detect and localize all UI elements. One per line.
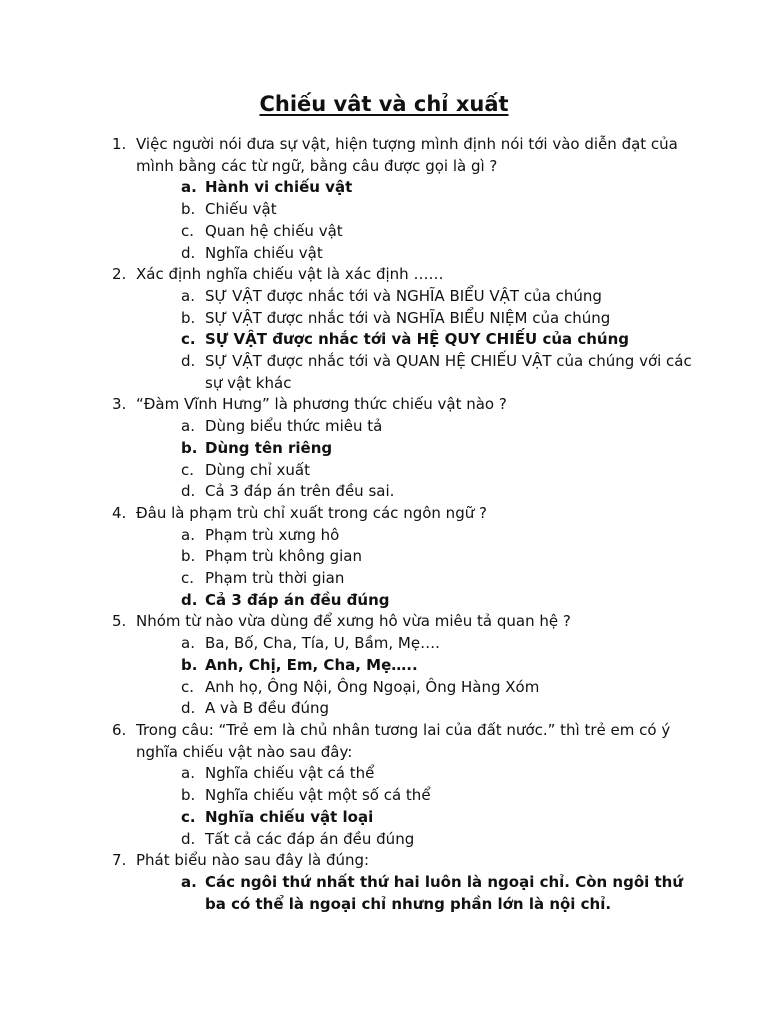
option-letter: b.: [181, 547, 196, 566]
answer-option: [181, 677, 692, 699]
option-letter: c.: [181, 460, 195, 479]
question-number: 2.: [112, 265, 127, 284]
answer-option: [181, 243, 692, 265]
option-letter: a.: [181, 872, 197, 891]
option-letter: b.: [181, 200, 196, 219]
answer-options: [136, 286, 692, 395]
option-text: Tất cả các đáp án đều đúng: [205, 829, 415, 848]
option-letter: c.: [181, 677, 195, 696]
answer-option: [181, 308, 692, 330]
option-text: Nghĩa chiếu vật một số cá thể: [205, 786, 431, 805]
option-text: Chiếu vật: [205, 200, 277, 219]
answer-options: [136, 633, 692, 720]
option-letter: b.: [181, 655, 198, 674]
question-text: “Đàm Vĩnh Hưng” là phương thức chiếu vật nào ?: [136, 395, 507, 414]
question-number: 1.: [112, 135, 127, 153]
option-text: Phạm trù thời gian: [205, 569, 345, 588]
option-text: SỰ VẬT được nhắc tới và QUAN HỆ CHIẾU VẬT của chúng với các sự vật khác: [205, 352, 692, 392]
option-text: SỰ VẬT được nhắc tới và HỆ QUY CHIẾU của chúng: [205, 330, 630, 349]
correct-answer-option: [181, 177, 692, 199]
option-letter: a.: [181, 634, 195, 653]
answer-option: [181, 286, 692, 308]
answer-option: [181, 763, 692, 785]
question-number: 3.: [112, 395, 127, 414]
question-item: [112, 134, 692, 264]
option-letter: d.: [181, 482, 196, 501]
question-item: [112, 503, 692, 612]
option-text: Dùng tên riêng: [205, 438, 333, 457]
option-letter: b.: [181, 308, 196, 327]
correct-answer-option: [181, 590, 692, 612]
answer-option: [181, 829, 692, 851]
answer-option: [181, 546, 692, 568]
option-text: Phạm trù xưng hô: [205, 525, 340, 544]
question-number: 7.: [112, 851, 127, 870]
option-letter: b.: [181, 786, 196, 805]
option-text: Nghĩa chiếu vật: [205, 243, 323, 262]
option-text: Nghĩa chiếu vật cá thể: [205, 764, 375, 783]
option-text: Anh, Chị, Em, Cha, Mẹ…..: [205, 655, 418, 674]
option-text: Phạm trù không gian: [205, 547, 363, 566]
option-text: Hành vi chiếu vật: [205, 178, 353, 197]
question-text: Đâu là phạm trù chỉ xuất trong các ngôn ngữ ?: [136, 503, 487, 522]
option-letter: d.: [181, 243, 196, 262]
option-letter: a.: [181, 764, 195, 783]
option-letter: c.: [181, 221, 195, 240]
answer-options: [136, 525, 692, 612]
answer-options: [136, 416, 692, 503]
question-number: 4.: [112, 503, 127, 522]
option-text: Nghĩa chiếu vật loại: [205, 807, 374, 826]
question-item: [112, 720, 692, 850]
option-text: Các ngôi thứ nhất thứ hai luôn là ngoại chỉ. Còn ngôi thứ ba có thể là ngoại chỉ nhưng phần lớn là nội chỉ.: [205, 872, 684, 913]
question-text: Phát biểu nào sau đây là đúng:: [136, 851, 370, 870]
option-letter: b.: [181, 438, 198, 457]
option-text: Anh họ, Ông Nội, Ông Ngoại, Ông Hàng Xóm: [205, 677, 540, 696]
option-letter: a.: [181, 525, 195, 544]
answer-option: [181, 568, 692, 590]
option-letter: d.: [181, 352, 196, 371]
option-text: Quan hệ chiếu vật: [205, 221, 343, 240]
question-item: [112, 850, 692, 915]
answer-options: [136, 872, 692, 915]
question-item: [112, 611, 692, 720]
question-text: Trong câu: “Trẻ em là chủ nhân tương lai của đất nước.” thì trẻ em có ý nghĩa chiếu vật nào sau đây:: [136, 720, 671, 761]
question-list: [112, 134, 692, 915]
question-text: Việc người nói đưa sự vật, hiện tượng mình định nói tới vào diễn đạt của mình bằng các từ ngữ, bằng câu được gọi là gì ?: [136, 135, 678, 175]
question-item: [112, 264, 692, 394]
option-letter: c.: [181, 569, 195, 588]
option-letter: d.: [181, 590, 198, 609]
option-text: Cả 3 đáp án trên đều sai.: [205, 482, 395, 501]
answer-option: [181, 199, 692, 221]
answer-option: [181, 351, 692, 394]
answer-options: [136, 177, 692, 264]
correct-answer-option: [181, 872, 692, 915]
option-text: SỰ VẬT được nhắc tới và NGHĨA BIỂU VẬT của chúng: [205, 286, 602, 305]
option-letter: a.: [181, 286, 195, 305]
answer-option: [181, 460, 692, 482]
question-number: 6.: [112, 720, 127, 739]
option-letter: a.: [181, 417, 195, 436]
question-text: Nhóm từ nào vừa dùng để xưng hô vừa miêu tả quan hệ ?: [136, 612, 571, 631]
option-text: Cả 3 đáp án đều đúng: [205, 590, 390, 609]
option-letter: c.: [181, 330, 196, 349]
correct-answer-option: [181, 438, 692, 460]
correct-answer-option: [181, 329, 692, 351]
answer-option: [181, 633, 692, 655]
answer-option: [181, 785, 692, 807]
correct-answer-option: [181, 807, 692, 829]
option-text: Dùng chỉ xuất: [205, 460, 310, 479]
option-text: Ba, Bố, Cha, Tía, U, Bầm, Mẹ….: [205, 634, 440, 653]
answer-option: [181, 416, 692, 438]
option-letter: a.: [181, 178, 197, 197]
option-letter: c.: [181, 807, 196, 826]
answer-option: [181, 481, 692, 503]
answer-option: [181, 525, 692, 547]
option-text: SỰ VẬT được nhắc tới và NGHĨA BIỂU NIỆM của chúng: [205, 308, 611, 327]
question-item: [112, 394, 692, 503]
answer-options: [136, 763, 692, 850]
option-letter: d.: [181, 829, 196, 848]
option-text: Dùng biểu thức miêu tả: [205, 417, 383, 436]
question-number: 5.: [112, 612, 127, 631]
document-title: Chiếu vât và chỉ xuất: [259, 92, 509, 116]
question-text: Xác định nghĩa chiếu vật là xác định ……: [136, 265, 444, 284]
answer-option: [181, 221, 692, 243]
option-letter: d.: [181, 699, 196, 718]
answer-option: [181, 698, 692, 720]
correct-answer-option: [181, 655, 692, 677]
option-text: A và B đều đúng: [205, 699, 330, 718]
